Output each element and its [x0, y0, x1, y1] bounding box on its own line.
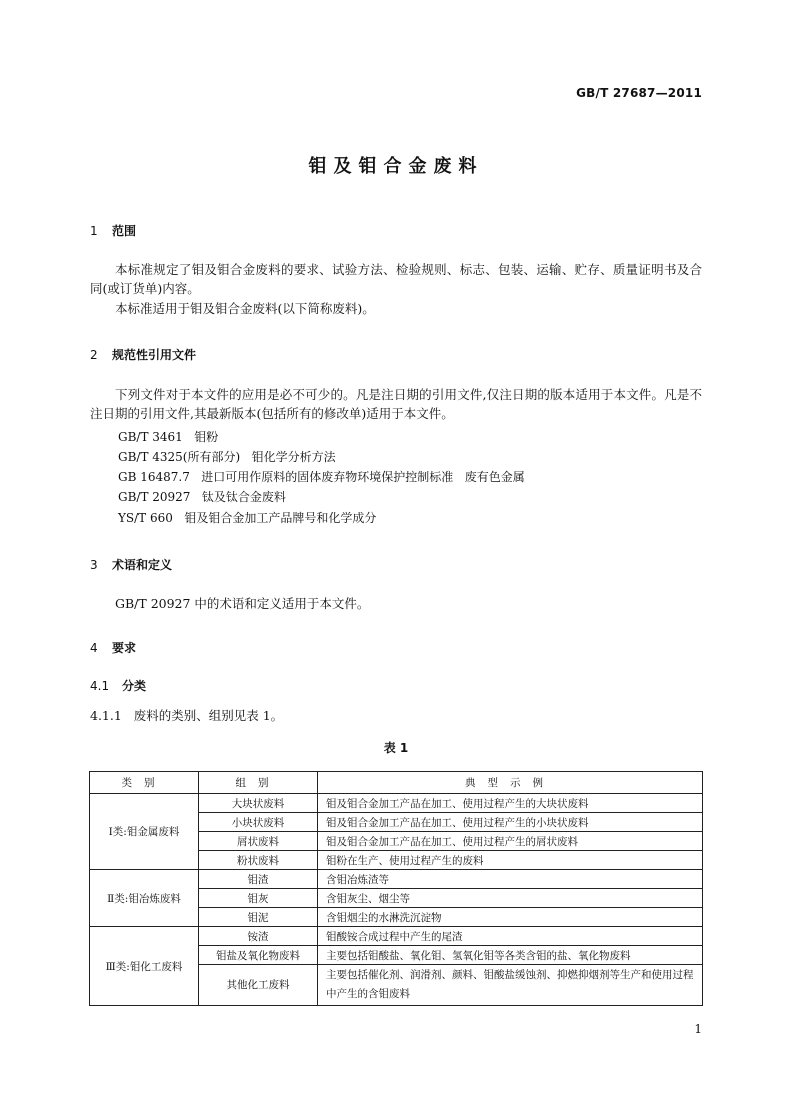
table-header-row — [90, 772, 703, 794]
reference-item: YS/T 660 钼及钼合金加工产品牌号和化学成分 — [118, 511, 377, 525]
group-cell: 大块状废料 — [199, 794, 318, 813]
table-row — [90, 870, 703, 889]
category-cell: Ⅰ类:钼金属废料 — [90, 794, 199, 870]
example-cell: 含钼灰尘、烟尘等 — [318, 889, 703, 908]
section-title: 术语和定义 — [112, 558, 173, 572]
reference-item: GB/T 3461 钼粉 — [118, 430, 219, 444]
group-cell: 粉状废料 — [199, 851, 318, 870]
example-cell: 钼及钼合金加工产品在加工、使用过程产生的小块状废料 — [318, 813, 703, 832]
classification-table — [89, 771, 703, 1006]
section-2-heading — [90, 346, 196, 363]
subsection-title: 分类 — [122, 679, 147, 693]
table-row — [90, 794, 703, 813]
section-3-paragraph-1: GB/T 20927 中的术语和定义适用于本文件。 — [115, 596, 370, 611]
section-number: 2 — [90, 348, 98, 362]
reference-item: GB/T 20927 钛及钛合金废料 — [118, 490, 286, 504]
section-1-heading — [90, 222, 136, 239]
group-cell: 其他化工废料 — [199, 965, 318, 1006]
section-number: 4 — [90, 641, 98, 655]
section-title: 规范性引用文件 — [112, 348, 197, 362]
group-cell: 钼渣 — [199, 870, 318, 889]
section-1-paragraph-2: 本标准适用于钼及钼合金废料(以下简称废料)。 — [115, 301, 375, 316]
column-header: 典型示例 — [318, 772, 703, 794]
subsection-number: 4.1 — [90, 679, 110, 693]
group-cell: 屑状废料 — [199, 832, 318, 851]
table-row — [90, 927, 703, 946]
section-title: 要求 — [112, 641, 137, 655]
document-title: 钼及钼合金废料 — [308, 156, 484, 177]
section-title: 范围 — [112, 224, 137, 238]
group-cell: 钼盐及氧化物废料 — [199, 946, 318, 965]
group-cell: 钼灰 — [199, 889, 318, 908]
example-cell: 钼及钼合金加工产品在加工、使用过程产生的大块状废料 — [318, 794, 703, 813]
clause-4-1-1: 4.1.1 废料的类别、组别见表 1。 — [90, 708, 284, 723]
section-2-paragraph-1: 下列文件对于本文件的应用是必不可少的。凡是注日期的引用文件,仅注日期的版本适用于本文件。凡是不注日期的引用文件,其最新版本(包括所有的修改单)适用于本文件。 — [90, 387, 702, 421]
example-cell: 主要包括催化剂、润滑剂、颜料、钼酸盐缓蚀剂、抑燃抑烟剂等生产和使用过程中产生的含钼废料 — [318, 965, 703, 1006]
standard-code: GB/T 27687—2011 — [576, 86, 702, 100]
example-cell: 主要包括钼酸盐、氧化钼、氢氧化钼等各类含钼的盐、氧化物废料 — [318, 946, 703, 965]
table-caption: 表 1 — [383, 741, 409, 755]
section-4-heading — [90, 639, 136, 656]
example-cell: 含钼冶炼渣等 — [318, 870, 703, 889]
section-number: 3 — [90, 558, 98, 572]
category-cell: Ⅱ类:钼冶炼废料 — [90, 870, 199, 927]
reference-item: GB/T 4325(所有部分) 钼化学分析方法 — [118, 450, 336, 464]
example-cell: 钼酸铵合成过程中产生的尾渣 — [318, 927, 703, 946]
subsection-4-1-heading — [90, 677, 146, 694]
group-cell: 小块状废料 — [199, 813, 318, 832]
example-cell: 钼及钼合金加工产品在加工、使用过程产生的屑状废料 — [318, 832, 703, 851]
section-1-paragraph-1: 本标准规定了钼及钼合金废料的要求、试验方法、检验规则、标志、包装、运输、贮存、质量证明书及合同(或订货单)内容。 — [90, 262, 702, 296]
example-cell: 含钼烟尘的水淋洗沉淀物 — [318, 908, 703, 927]
section-3-heading — [90, 556, 172, 573]
example-cell: 钼粉在生产、使用过程产生的废料 — [318, 851, 703, 870]
group-cell: 铵渣 — [199, 927, 318, 946]
column-header: 组别 — [199, 772, 318, 794]
section-number: 1 — [90, 224, 98, 238]
category-cell: Ⅲ类:钼化工废料 — [90, 927, 199, 1006]
page-number: 1 — [694, 1022, 702, 1036]
reference-item: GB 16487.7 进口可用作原料的固体废弃物环境保护控制标准 废有色金属 — [118, 470, 525, 484]
group-cell: 钼泥 — [199, 908, 318, 927]
column-header: 类别 — [90, 772, 199, 794]
